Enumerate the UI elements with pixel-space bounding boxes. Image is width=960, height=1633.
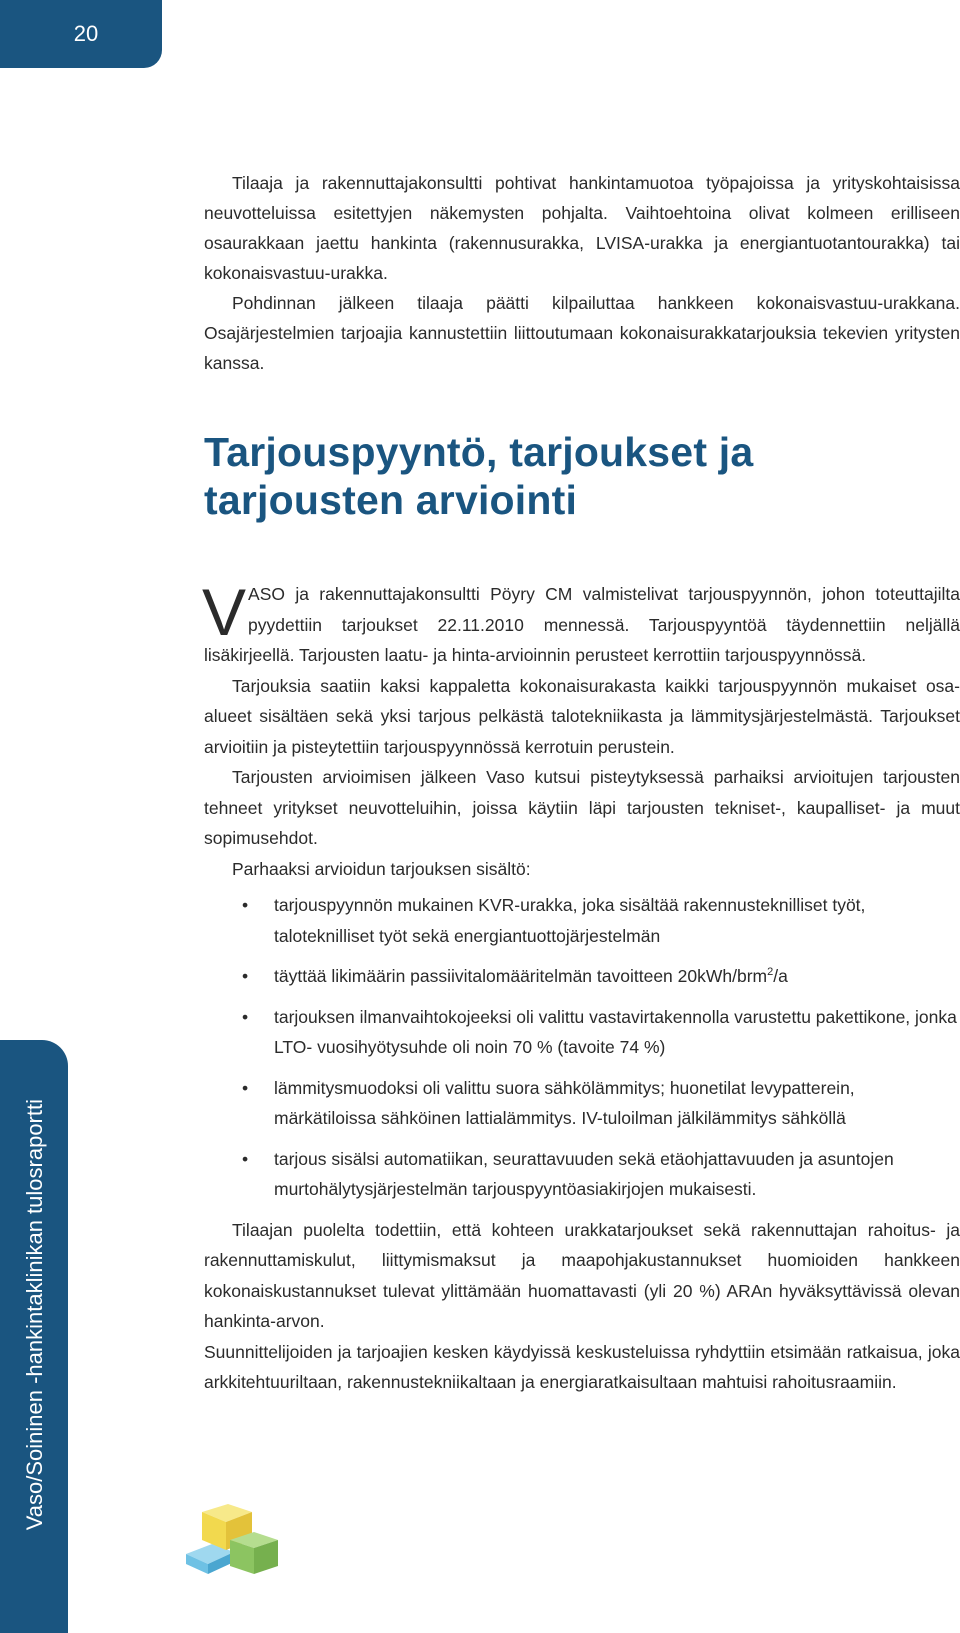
section-paragraph-5: Suunnittelijoiden ja tarjoajien kesken käydyissä keskusteluissa ryhdyttiin etsimään ratkaisua, joka arkkitehtuuriltaan, rakennustekniikaltaan ja energiaratkaisultaan mahtuisi rahoitusraamiin. [204, 1341, 960, 1392]
intro-paragraph-1: Tilaaja ja rakennuttajakonsultti pohtivat hankintamuotoa työpajoissa ja yrityskohtaisissa neuvotteluissa esitettyjen näkemysten pohjalta. Vaihtoehtoina olivat kolmeen erilliseen osaurakkaan jaettu hankinta (rakennusurakka, LVISA-urakka ja energiantuotantourakka) tai kokonaisvastuu-urakka. [204, 173, 960, 283]
list-intro: Parhaaksi arvioidun tarjouksen sisältö: [232, 858, 531, 879]
page-number: 20 [73, 21, 99, 46]
bullet-icon: • [242, 1148, 249, 1169]
page-number-tab [0, 0, 162, 68]
sidebar-label-container [4, 1040, 66, 1530]
sidebar-label: Vaso/Soininen -hankintaklinikan tulosraportti [22, 1098, 47, 1530]
list-item-text: täyttää likimäärin passiivitalomääritelmän tavoitteen 20kWh/brm [274, 966, 768, 986]
list-item [204, 1002, 960, 1063]
bullet-icon: • [242, 1006, 249, 1027]
section-paragraph-1 [202, 575, 960, 671]
section-paragraph-4: Tilaajan puolelta todettiin, että kohteen urakkatarjoukset sekä rakennuttajan rahoitus- ja rakennuttamiskulut, liittymismaksut ja maapohjakustannukset huomioiden hankkeen kokonaiskustannukset tulevat ylittämään huomattavasti (yli 20 %) ARAn hyväksyttävissä olevan hankinta-arvon. [204, 1219, 960, 1331]
list-item-text: lämmitysmuodoksi oli valittu suora sähkölämmitys; huonetilat levypatterein, märkätiloissa sähköinen lattialämmitys. IV-tuloilman jälkilämmitys sähköllä [274, 1077, 855, 1128]
list-item-text: tarjouspyynnön mukainen KVR-urakka, joka sisältää rakennusteknilliset työt, taloteknilliset työt sekä energiantuottojärjestelmän [274, 895, 866, 946]
bullet-icon: • [242, 895, 249, 915]
list-item-tail: /a [773, 966, 788, 986]
intro-section [204, 168, 960, 378]
section-paragraph-2: Tarjouksia saatiin kaksi kappaletta kokonaisurakasta kaikki tarjouspyynnön mukaiset osa-alueet sisältäen sekä yksi tarjous pelkästä talotekniikasta ja lämmitysjärjestelmästä. Tarjoukset arvioitiin ja pisteytettiin tarjouspyynnössä kerrotuin perustein. [204, 675, 960, 757]
offer-contents-list [204, 890, 960, 1205]
cubes-logo-icon [186, 1496, 282, 1576]
intro-paragraph-2: Pohdinnan jälkeen tilaaja päätti kilpailuttaa hankkeen kokonaisvastuu-urakkana. Osajärjestelmien tarjoajia kannustettiin liittoutumaan kokonaisurakkatarjouksia tekevien yritysten kanssa. [204, 293, 960, 373]
list-item [204, 961, 960, 992]
section-body [202, 575, 960, 1398]
section-paragraph-3: Tarjousten arvioimisen jälkeen Vaso kutsui pisteytyksessä parhaiksi arvioitujen tarjousten tehneet yritykset neuvotteluihin, joissa käytiin läpi tarjousten tekniset-, kaupalliset- ja muut sopimusehdot. [204, 767, 960, 848]
superscript: 2 [767, 966, 774, 979]
list-item [204, 890, 960, 951]
drop-cap: V [202, 575, 247, 649]
section-heading: Tarjouspyyntö, tarjoukset ja tarjousten arviointi [204, 429, 754, 523]
list-item [204, 1144, 960, 1205]
bullet-icon: • [242, 966, 249, 986]
list-item [204, 1073, 960, 1134]
list-item-text: tarjous sisälsi automatiikan, seurattavuuden sekä etäohjattavuuden ja asuntojen murtohälytysjärjestelmän tarjouspyyntöasiakirjojen mukaisesti. [274, 1148, 894, 1199]
bullet-icon: • [242, 1077, 249, 1098]
section-paragraph-1-text: ASO ja rakennuttajakonsultti Pöyry CM valmistelivat tarjouspyynnön, johon toteuttajilta pyydettiin tarjoukset 22.11.2010 mennessä. Tarjouspyyntöä täydennettiin neljällä lisäkirjeellä. Tarjousten laatu- ja hinta-arvioinnin perusteet kerrottiin tarjouspyynnössä. [204, 584, 960, 665]
list-item-text: tarjouksen ilmanvaihtokojeeksi oli valittu vastavirtakennolla varustettu pakettikone, jonka LTO- vuosihyötysuhde oli noin 70 % (tavoite 74 %) [274, 1006, 957, 1057]
